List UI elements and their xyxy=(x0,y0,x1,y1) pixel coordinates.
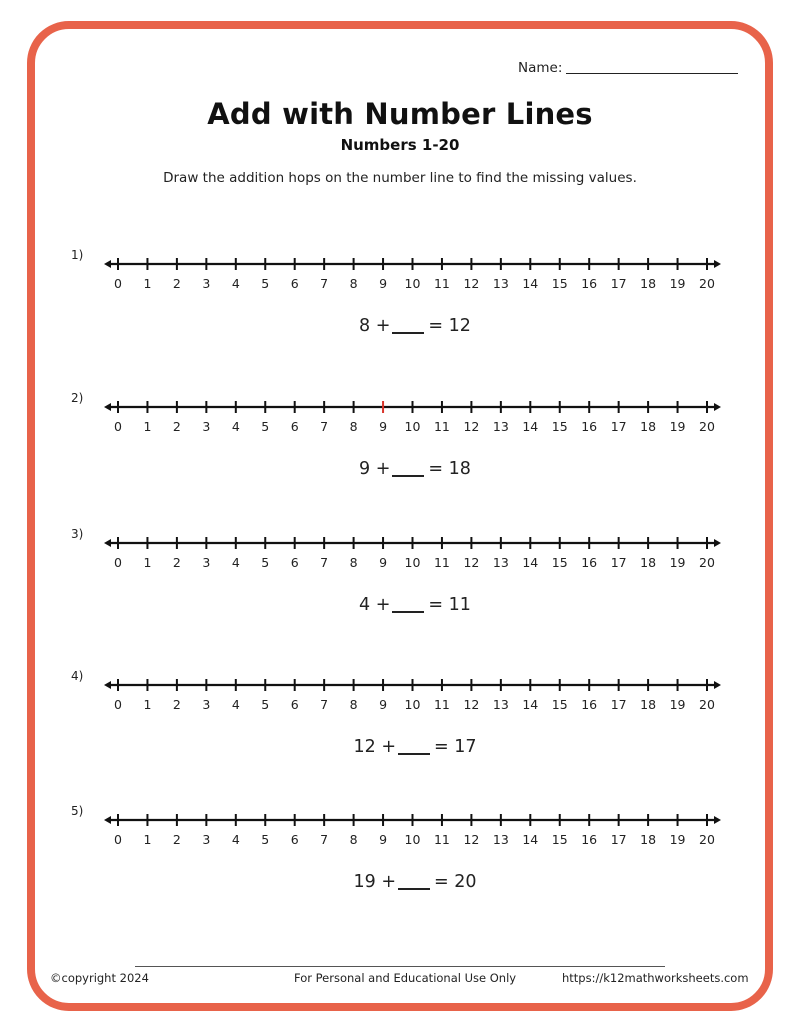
tick-label: 0 xyxy=(114,555,122,570)
tick-label: 0 xyxy=(114,276,122,291)
problem-number: 1) xyxy=(71,248,84,262)
tick-label: 0 xyxy=(114,832,122,847)
tick-label: 14 xyxy=(522,276,539,291)
tick-label: 8 xyxy=(349,832,358,847)
tick-label: 5 xyxy=(261,697,270,712)
tick-label: 8 xyxy=(349,276,358,291)
tick-label: 7 xyxy=(320,419,329,434)
tick-label: 9 xyxy=(379,276,388,291)
equals-sign: = xyxy=(434,872,449,892)
tick-label: 18 xyxy=(640,832,657,847)
tick-label: 6 xyxy=(290,419,299,434)
tick-label: 13 xyxy=(492,697,509,712)
equals-sign: = xyxy=(428,316,444,336)
equation xyxy=(0,459,800,479)
equation xyxy=(0,872,800,892)
tick-label: 10 xyxy=(404,832,421,847)
equation xyxy=(0,595,800,615)
tick-label: 18 xyxy=(640,697,657,712)
plus-sign: + xyxy=(375,459,391,479)
equation-addend: 4 xyxy=(359,595,371,615)
tick-label: 5 xyxy=(261,419,270,434)
equals-sign: = xyxy=(428,459,444,479)
right-arrow-icon xyxy=(714,539,721,547)
tick-label: 0 xyxy=(114,697,122,712)
equation-addend: 12 xyxy=(353,737,376,757)
tick-label: 17 xyxy=(610,555,627,570)
tick-label: 16 xyxy=(581,419,598,434)
tick-label: 15 xyxy=(551,697,568,712)
tick-label: 16 xyxy=(581,555,598,570)
tick-label: 11 xyxy=(433,419,450,434)
tick-label: 10 xyxy=(404,419,421,434)
problem-3 xyxy=(0,527,800,653)
tick-label: 19 xyxy=(669,555,686,570)
worksheet-title: Add with Number Lines xyxy=(207,97,593,131)
tick-label: 14 xyxy=(522,419,539,434)
tick-label: 9 xyxy=(379,419,388,434)
tick-label: 4 xyxy=(231,555,240,570)
left-arrow-icon xyxy=(104,816,111,824)
tick-label: 0 xyxy=(114,419,122,434)
tick-label: 1 xyxy=(143,419,152,434)
equation xyxy=(0,737,800,757)
copyright-text: ©copyright 2024 xyxy=(50,971,149,985)
tick-label: 15 xyxy=(551,832,568,847)
tick-label: 20 xyxy=(699,832,715,847)
tick-label: 10 xyxy=(404,697,421,712)
tick-label: 3 xyxy=(202,832,211,847)
problem-number: 3) xyxy=(71,527,84,541)
tick-label: 7 xyxy=(320,697,329,712)
tick-label: 20 xyxy=(699,276,715,291)
tick-label: 1 xyxy=(143,697,152,712)
right-arrow-icon xyxy=(714,681,721,689)
right-arrow-icon xyxy=(714,403,721,411)
name-field[interactable] xyxy=(518,60,738,76)
equation-total: 11 xyxy=(448,595,471,615)
tick-label: 18 xyxy=(640,276,657,291)
tick-label: 12 xyxy=(463,276,480,291)
tick-label: 6 xyxy=(290,555,299,570)
tick-label: 12 xyxy=(463,419,480,434)
worksheet-subtitle: Numbers 1-20 xyxy=(340,136,460,154)
tick-label: 20 xyxy=(699,419,715,434)
tick-label: 13 xyxy=(492,276,509,291)
footer-divider xyxy=(135,966,665,967)
plus-sign: + xyxy=(381,737,396,757)
tick-label: 2 xyxy=(172,276,181,291)
tick-label: 16 xyxy=(581,697,598,712)
tick-label: 17 xyxy=(610,419,627,434)
tick-label: 11 xyxy=(433,276,450,291)
equation-addend: 9 xyxy=(359,459,371,479)
tick-label: 4 xyxy=(231,832,240,847)
tick-label: 10 xyxy=(404,555,421,570)
tick-label: 3 xyxy=(202,697,211,712)
tick-label: 16 xyxy=(581,276,598,291)
name-blank[interactable] xyxy=(566,73,738,74)
tick-label: 8 xyxy=(349,555,358,570)
problem-4 xyxy=(0,669,800,795)
left-arrow-icon xyxy=(104,539,111,547)
answer-blank[interactable] xyxy=(398,753,430,755)
answer-blank[interactable] xyxy=(392,332,424,334)
tick-label: 19 xyxy=(669,832,686,847)
problem-5 xyxy=(0,804,800,930)
tick-label: 10 xyxy=(404,276,421,291)
tick-label: 13 xyxy=(492,555,509,570)
tick-label: 7 xyxy=(320,276,329,291)
tick-label: 7 xyxy=(320,832,329,847)
tick-label: 6 xyxy=(290,276,299,291)
tick-label: 8 xyxy=(349,697,358,712)
tick-label: 20 xyxy=(699,697,715,712)
tick-label: 9 xyxy=(379,697,388,712)
tick-label: 17 xyxy=(610,832,627,847)
tick-label: 11 xyxy=(433,832,450,847)
site-url[interactable]: https://k12mathworksheets.com xyxy=(562,971,749,985)
tick-label: 15 xyxy=(551,555,568,570)
tick-label: 4 xyxy=(231,419,240,434)
equation xyxy=(0,316,800,336)
answer-blank[interactable] xyxy=(398,888,430,890)
name-label: Name: xyxy=(518,60,563,76)
equation-addend: 19 xyxy=(353,872,376,892)
equation-total: 20 xyxy=(454,872,477,892)
tick-label: 11 xyxy=(433,697,450,712)
tick-label: 14 xyxy=(522,832,539,847)
tick-label: 19 xyxy=(669,419,686,434)
tick-label: 5 xyxy=(261,832,270,847)
answer-blank[interactable] xyxy=(392,611,424,613)
tick-label: 14 xyxy=(522,697,539,712)
tick-label: 6 xyxy=(290,832,299,847)
tick-label: 18 xyxy=(640,555,657,570)
tick-label: 8 xyxy=(349,419,358,434)
tick-label: 14 xyxy=(522,555,539,570)
problem-number: 5) xyxy=(71,804,84,818)
tick-label: 12 xyxy=(463,697,480,712)
tick-label: 12 xyxy=(463,832,480,847)
tick-label: 1 xyxy=(143,832,152,847)
usage-text: For Personal and Educational Use Only xyxy=(294,971,517,985)
tick-label: 18 xyxy=(640,419,657,434)
tick-label: 2 xyxy=(172,555,181,570)
answer-blank[interactable] xyxy=(392,475,424,477)
left-arrow-icon xyxy=(104,681,111,689)
tick-label: 1 xyxy=(143,555,152,570)
equation-total: 18 xyxy=(448,459,471,479)
tick-label: 1 xyxy=(143,276,152,291)
plus-sign: + xyxy=(381,872,396,892)
tick-label: 2 xyxy=(172,697,181,712)
tick-label: 15 xyxy=(551,276,568,291)
problem-number: 4) xyxy=(71,669,84,683)
tick-label: 2 xyxy=(172,832,181,847)
tick-label: 11 xyxy=(433,555,450,570)
tick-label: 9 xyxy=(379,832,388,847)
tick-label: 5 xyxy=(261,555,270,570)
tick-label: 19 xyxy=(669,697,686,712)
tick-label: 12 xyxy=(463,555,480,570)
equation-total: 17 xyxy=(454,737,477,757)
tick-label: 16 xyxy=(581,832,598,847)
problem-number: 2) xyxy=(71,391,84,405)
tick-label: 17 xyxy=(610,276,627,291)
right-arrow-icon xyxy=(714,260,721,268)
equation-total: 12 xyxy=(448,316,471,336)
tick-label: 9 xyxy=(379,555,388,570)
right-arrow-icon xyxy=(714,816,721,824)
instructions: Draw the addition hops on the number line to find the missing values. xyxy=(163,170,637,186)
tick-label: 2 xyxy=(172,419,181,434)
tick-label: 6 xyxy=(290,697,299,712)
tick-label: 19 xyxy=(669,276,686,291)
equals-sign: = xyxy=(428,595,444,615)
tick-label: 7 xyxy=(320,555,329,570)
plus-sign: + xyxy=(375,595,391,615)
tick-label: 4 xyxy=(231,697,240,712)
tick-label: 17 xyxy=(610,697,627,712)
tick-label: 13 xyxy=(492,832,509,847)
tick-label: 5 xyxy=(261,276,270,291)
plus-sign: + xyxy=(375,316,391,336)
left-arrow-icon xyxy=(104,260,111,268)
left-arrow-icon xyxy=(104,403,111,411)
tick-label: 4 xyxy=(231,276,240,291)
tick-label: 3 xyxy=(202,555,211,570)
equation-addend: 8 xyxy=(359,316,371,336)
tick-label: 3 xyxy=(202,419,211,434)
problem-2 xyxy=(0,391,800,517)
tick-label: 15 xyxy=(551,419,568,434)
problem-1 xyxy=(0,248,800,374)
tick-label: 13 xyxy=(492,419,509,434)
tick-label: 20 xyxy=(699,555,715,570)
equals-sign: = xyxy=(434,737,449,757)
tick-label: 3 xyxy=(202,276,211,291)
